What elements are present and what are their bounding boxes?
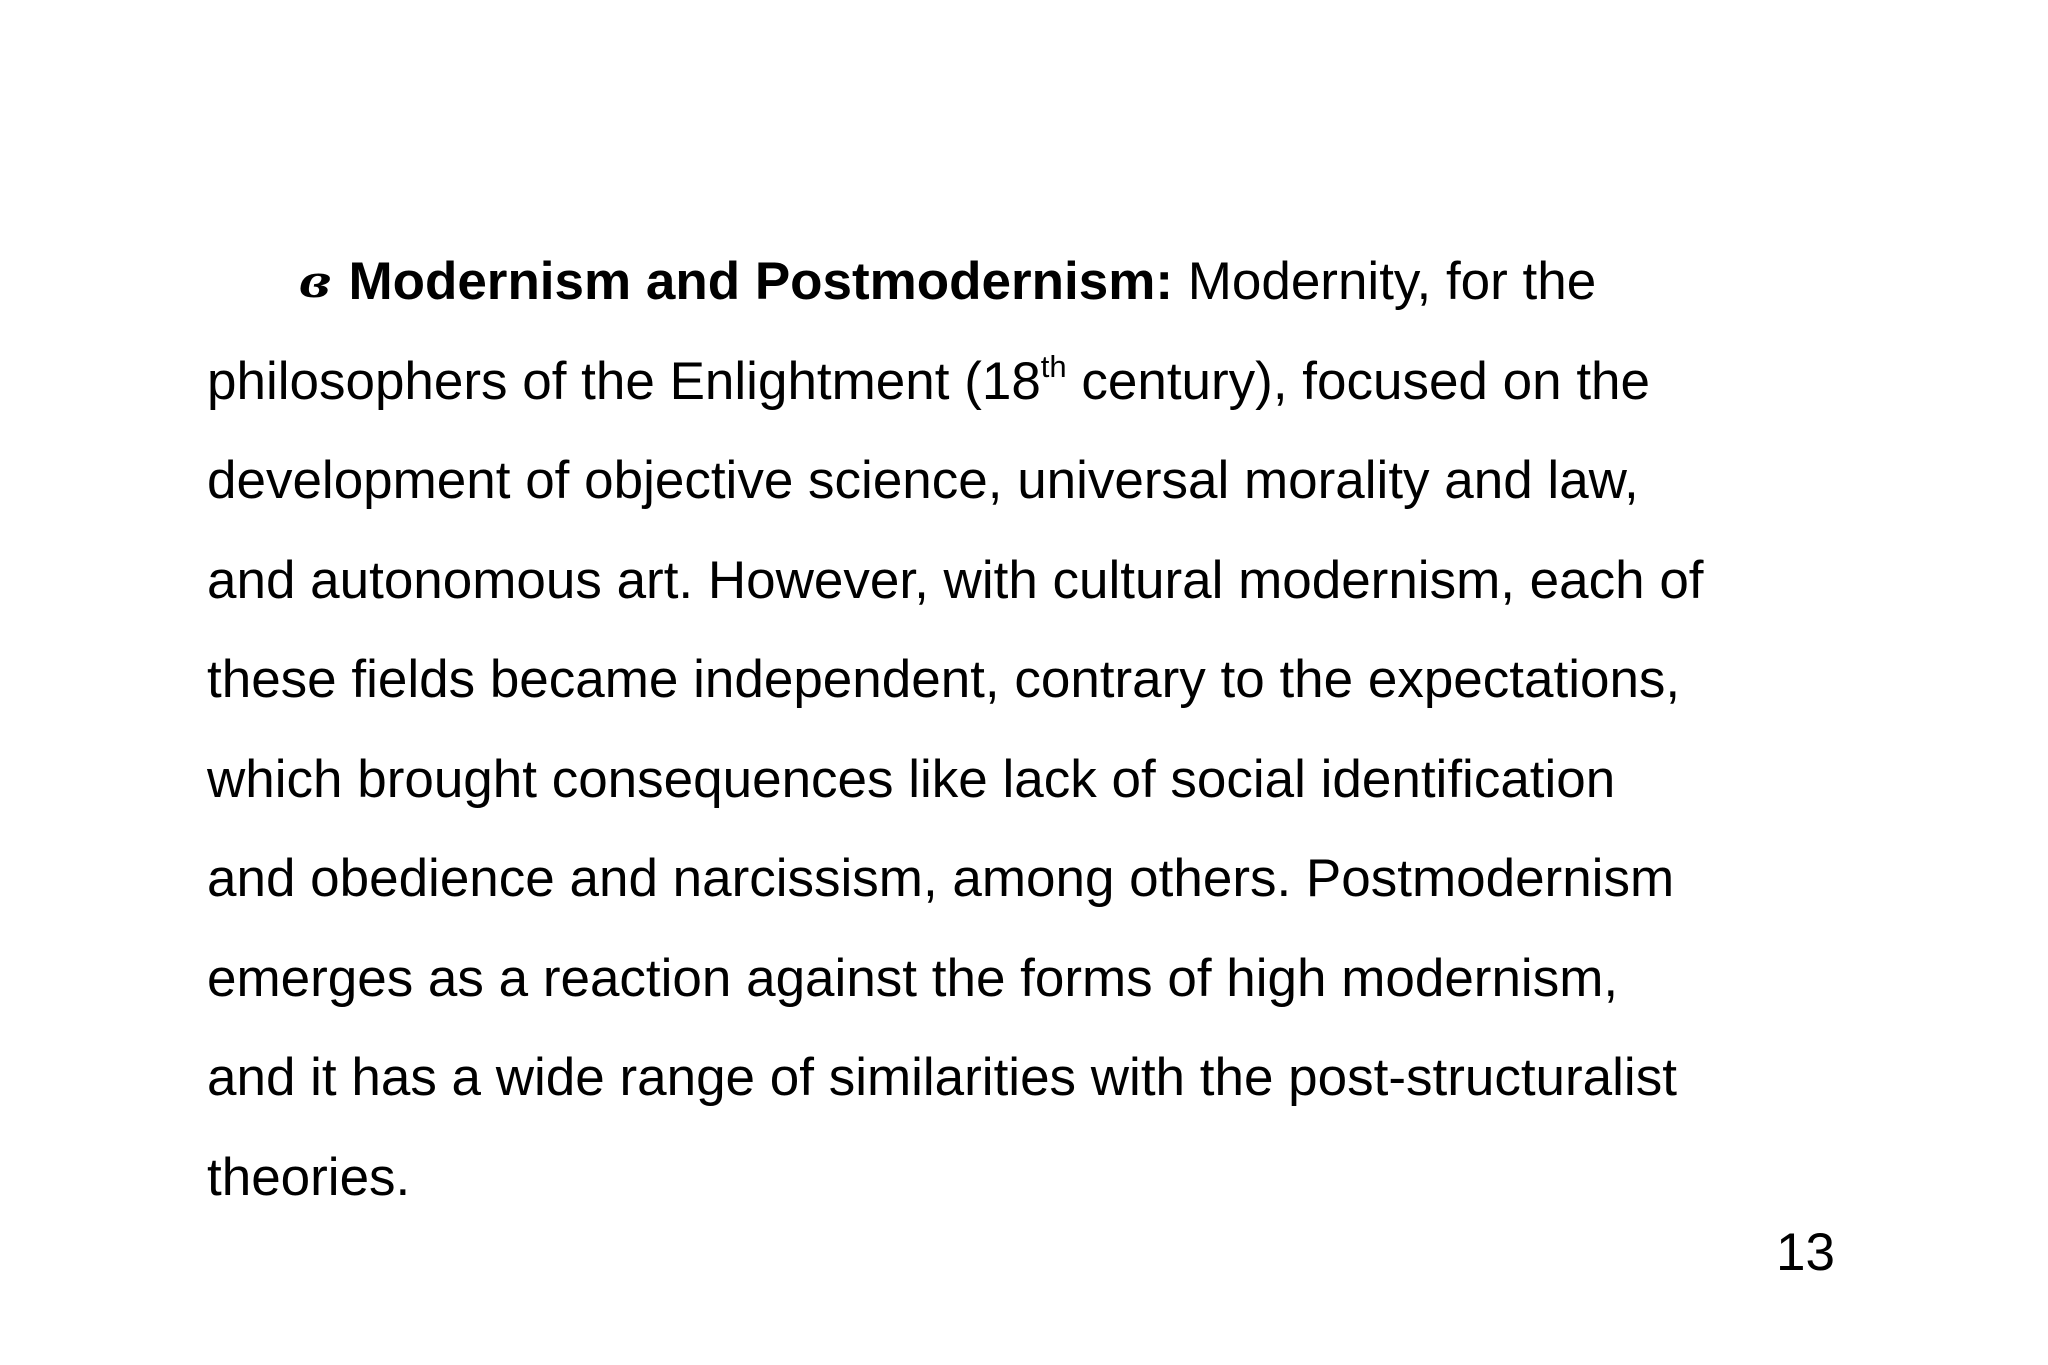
term-heading: Modernism and Postmodernism: — [348, 252, 1173, 311]
text-line-7: and obedience and narcissism, among others. Postmodernism — [207, 849, 1675, 908]
text-line-1 — [207, 232, 1847, 332]
line-1-text: Modernity, for the — [1173, 252, 1597, 311]
line-2-text-end: century), focused on the — [1066, 351, 1650, 411]
text-line-4: and autonomous art. However, with cultural modernism, each of — [207, 550, 1704, 610]
text-line-9: and it has a wide range of similarities with the post-structuralist — [207, 1048, 1677, 1107]
text-line-5: these fields became independent, contrary to the expectations, — [207, 650, 1681, 709]
text-line-2 — [207, 332, 1847, 432]
line-2-text-start: philosophers of the Enlightment (18 — [207, 351, 1041, 411]
slide-body-text — [207, 232, 1847, 1227]
page-number: 13 — [1776, 1223, 1835, 1282]
text-line-3: development of objective science, universal morality and law, — [207, 451, 1639, 510]
text-line-8: emerges as a reaction against the forms of high modernism, — [207, 948, 1619, 1008]
text-line-10: theories. — [207, 1147, 411, 1207]
text-line-6: which brought consequences like lack of social identification — [207, 749, 1616, 809]
curly-bullet-icon: ɞ — [299, 257, 331, 308]
ordinal-superscript: th — [1040, 348, 1067, 384]
